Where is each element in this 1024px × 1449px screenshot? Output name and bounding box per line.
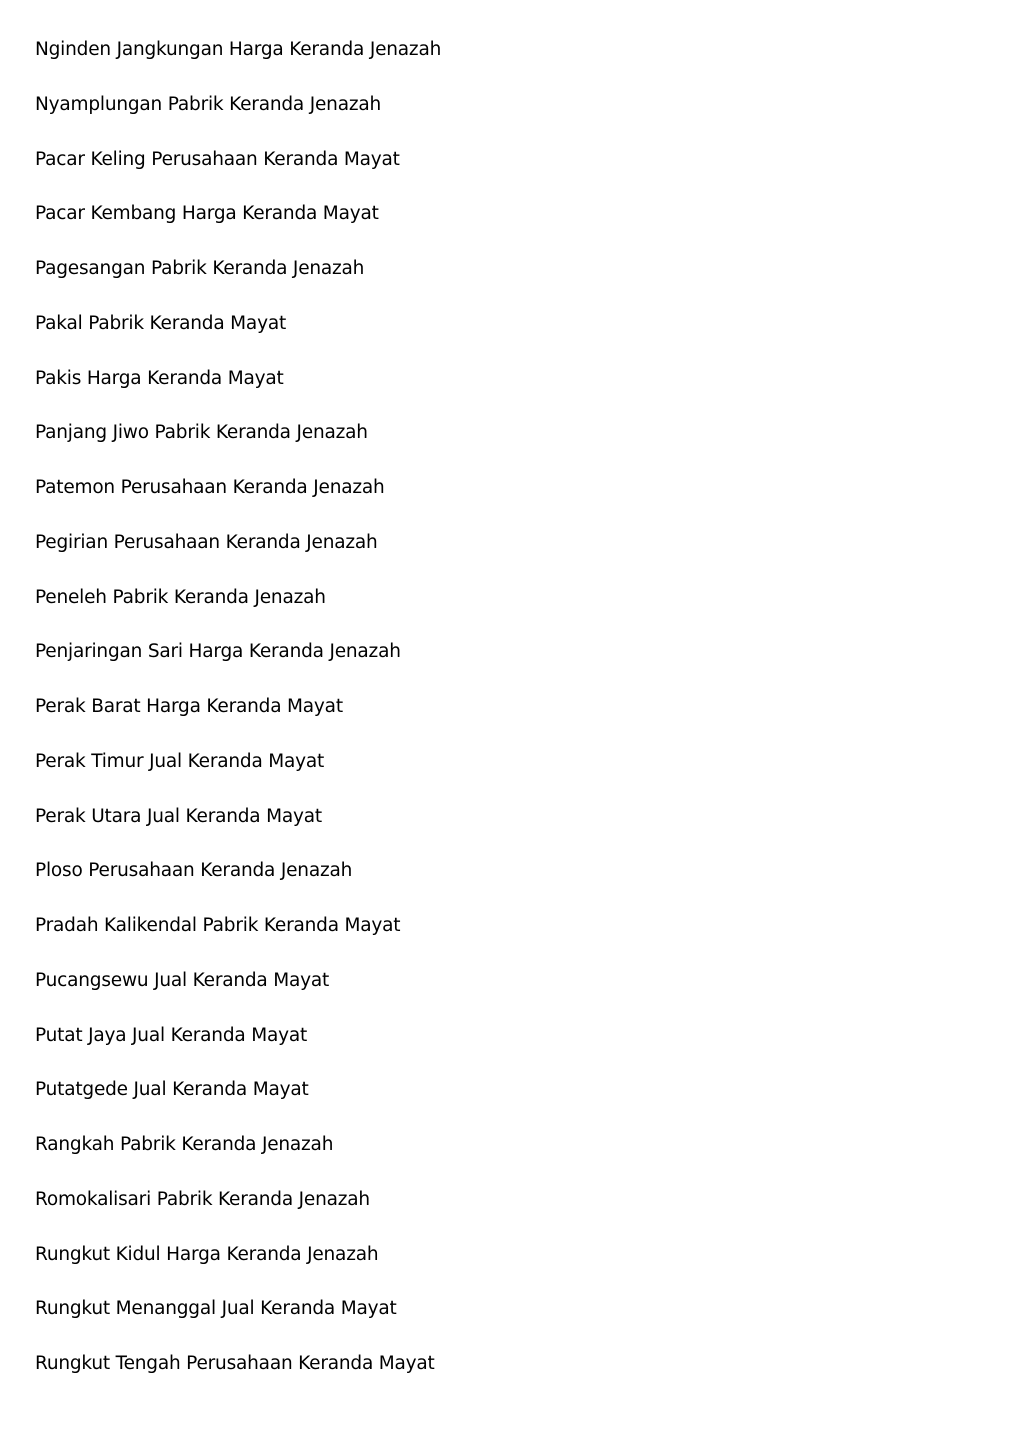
list-item: Putat Jaya Jual Keranda Mayat <box>35 1024 308 1046</box>
list-item: Rungkut Kidul Harga Keranda Jenazah <box>35 1243 379 1265</box>
list-item: Romokalisari Pabrik Keranda Jenazah <box>35 1188 370 1210</box>
list-item: Pacar Kembang Harga Keranda Mayat <box>35 203 379 225</box>
list-item: Peneleh Pabrik Keranda Jenazah <box>35 586 326 608</box>
list-item: Pradah Kalikendal Pabrik Keranda Mayat <box>35 915 401 936</box>
list-item: Nyamplungan Pabrik Keranda Jenazah <box>35 93 382 115</box>
list-item: Perak Timur Jual Keranda Mayat <box>35 750 325 772</box>
list-item: Putatgede Jual Keranda Mayat <box>35 1079 309 1101</box>
list-item: Penjaringan Sari Harga Keranda Jenazah <box>35 641 401 663</box>
list-item: Perak Utara Jual Keranda Mayat <box>35 805 322 827</box>
list-item: Patemon Perusahaan Keranda Jenazah <box>35 477 385 498</box>
list-item: Panjang Jiwo Pabrik Keranda Jenazah <box>35 422 368 444</box>
list-item: Perak Barat Harga Keranda Mayat <box>35 696 343 717</box>
list-item: Pakis Harga Keranda Mayat <box>35 367 284 389</box>
list-item: Pucangsewu Jual Keranda Mayat <box>35 969 330 991</box>
list-item: Pakal Pabrik Keranda Mayat <box>35 312 287 334</box>
list-item: Nginden Jangkungan Harga Keranda Jenazah <box>35 39 442 60</box>
list-item: Pegirian Perusahaan Keranda Jenazah <box>35 531 378 553</box>
list-item: Pacar Keling Perusahaan Keranda Mayat <box>35 148 400 170</box>
list-item: Rangkah Pabrik Keranda Jenazah <box>35 1134 334 1155</box>
list-item: Ploso Perusahaan Keranda Jenazah <box>35 860 353 882</box>
list-item: Pagesangan Pabrik Keranda Jenazah <box>35 258 365 279</box>
list-item: Rungkut Menanggal Jual Keranda Mayat <box>35 1298 397 1320</box>
list-item: Rungkut Tengah Perusahaan Keranda Mayat <box>35 1353 435 1374</box>
location-list <box>35 36 441 1405</box>
